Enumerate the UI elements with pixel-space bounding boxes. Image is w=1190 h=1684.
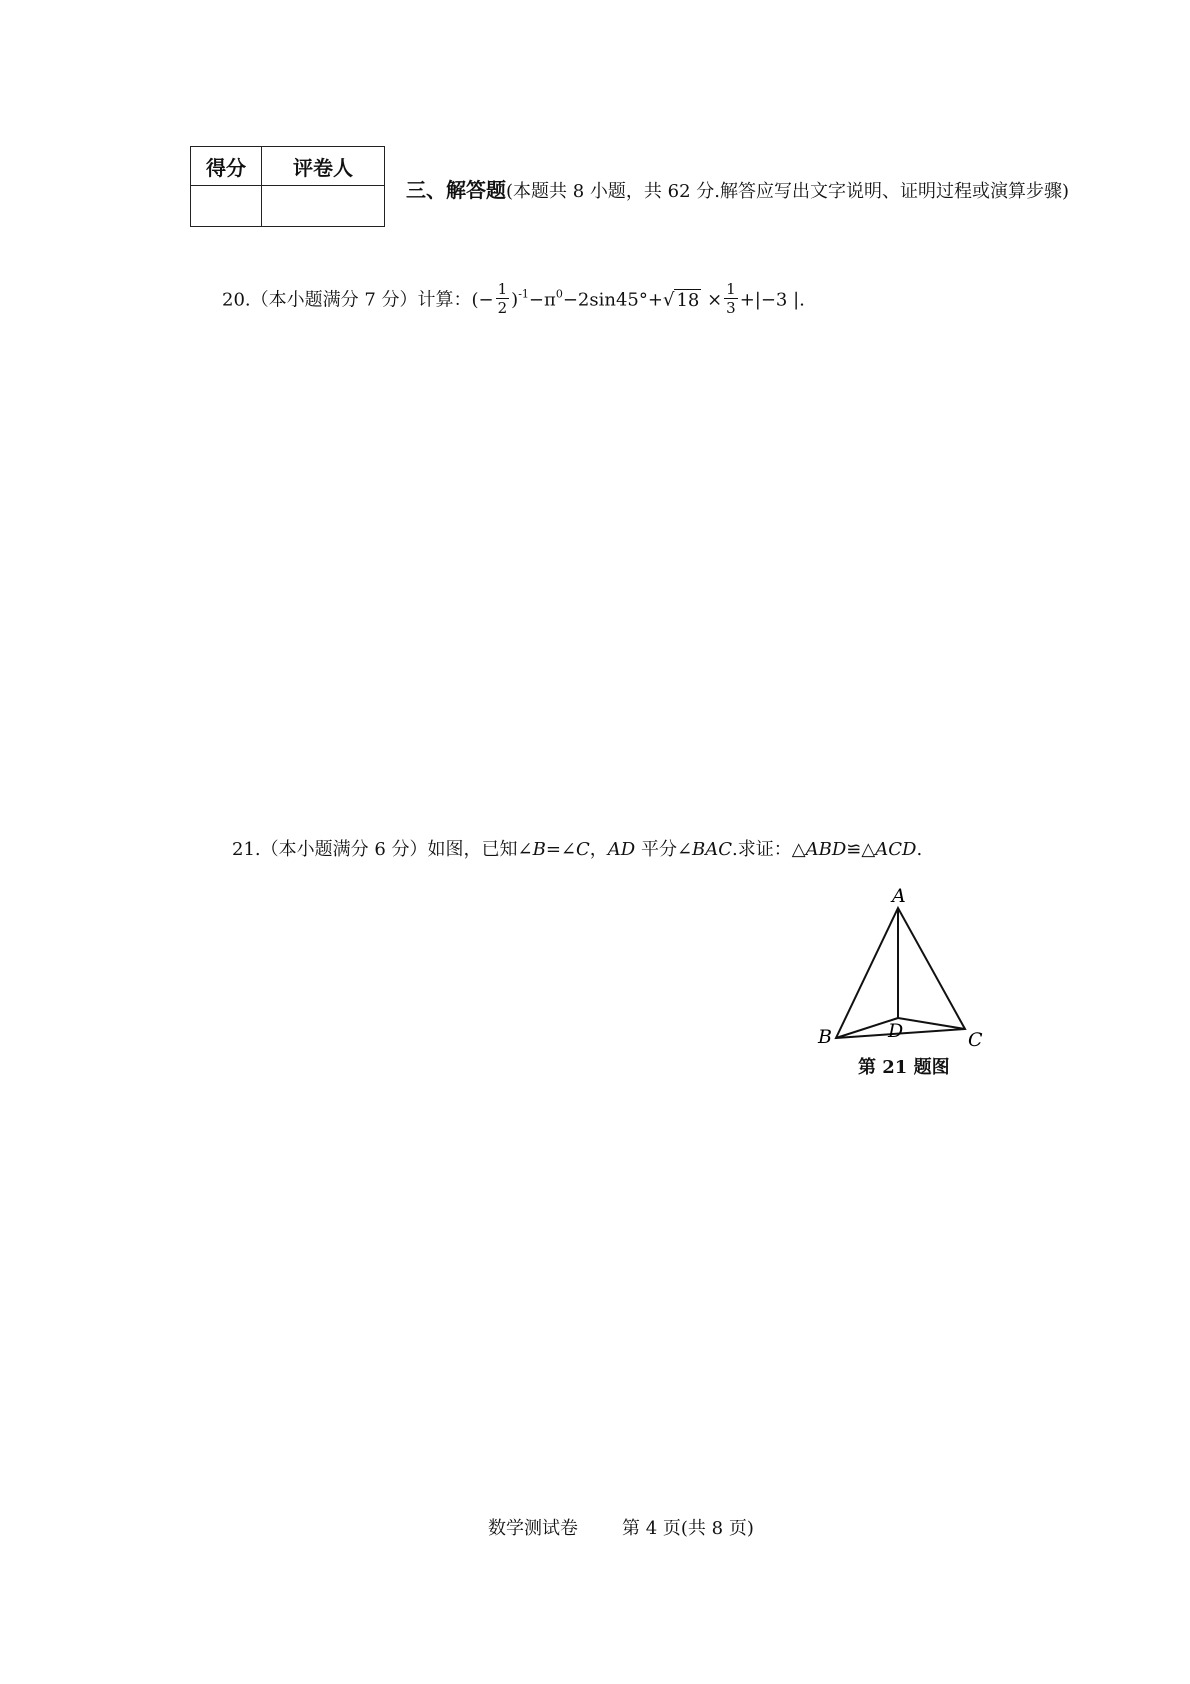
footer-page-info: 第 4 页(共 8 页) [622,1518,754,1539]
q20-exp2: 0 [555,287,563,301]
q20-frac1-den: 2 [497,299,508,317]
label-b: B [818,1026,832,1048]
q21-congr: ≌△ [846,839,876,860]
q20-frac2-num: 1 [726,280,736,298]
grader-cell[interactable] [262,186,385,227]
score-table [190,146,385,227]
triangle-figure [808,880,998,1050]
figure-caption: 第 21 题图 [858,1057,950,1078]
grader-header: 评卷人 [262,147,385,186]
q20-sqrt-sign: √ [662,289,675,311]
label-c: C [968,1029,983,1050]
q21-bac: BAC [692,839,733,860]
q20-prefix: 20.（本小题满分 7 分）计算：(− [222,289,494,311]
q21-b: B [532,839,546,860]
q20-fraction-half [496,280,510,317]
score-cell[interactable] [191,186,262,227]
q21-acd: ACD [875,839,917,860]
label-a: A [892,885,906,907]
q21-prefix: 21.（本小题满分 6 分）如图，已知∠ [232,839,533,860]
q20-part3: −2sin45°+ [562,289,663,311]
question-21 [232,835,922,861]
score-header: 得分 [191,147,262,186]
page-footer [488,1514,754,1540]
q20-frac1-num: 1 [497,280,508,298]
q21-end: . [916,839,923,860]
section-description: (本题共 8 小题，共 62 分.解答应写出文字说明、证明过程或演算步骤) [506,181,1070,202]
segment-dc [898,1018,965,1029]
q21-comma: ， [589,839,608,860]
q20-radicand: 18 [676,289,700,311]
q21-eq: =∠ [545,839,577,860]
q20-suffix: +|−3 |. [739,289,805,311]
label-d: D [888,1020,904,1042]
footer-subject: 数学测试卷 [488,1518,578,1539]
section-title: 三、解答题 [406,178,506,202]
section-heading [406,174,1069,203]
q20-part2: −π [528,289,556,311]
q20-exp1: -1 [518,287,529,301]
q21-prove: .求证：△ [732,839,806,860]
q20-fraction-third [724,280,738,317]
q20-times: × [701,289,723,311]
question-20: 20.（本小题满分 7 分）计算：(− $\frac{1}{2}$ )$^{-1}-\pi^0-2\sin 45^\circ+√$ 18 × $\frac{1}{3}$ +|−3 |. [222,280,805,317]
q20-frac2-den: 3 [726,299,736,317]
q21-abd: ABD [805,839,847,860]
q21-c: C [576,839,590,860]
q21-ad: AD [607,839,636,860]
q21-bisects: 平分∠ [635,839,693,860]
